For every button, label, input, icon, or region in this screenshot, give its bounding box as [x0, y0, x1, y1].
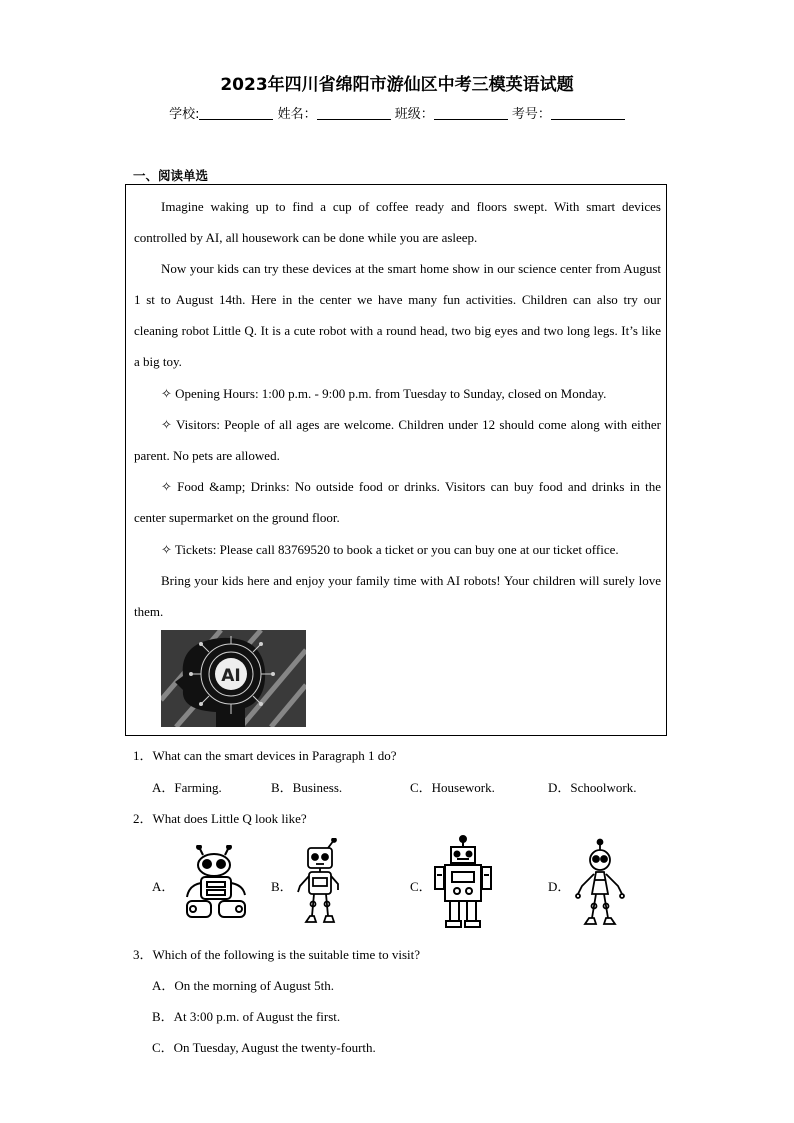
passage-food-drinks: ✧ Food &amp; Drinks: No outside food or drinks. Visitors can buy food and drinks in the center supermarket on the ground floor.: [134, 479, 661, 525]
ai-image-text: AI: [221, 666, 241, 686]
school-label: 学校:: [169, 107, 200, 122]
name-blank[interactable]: [317, 107, 391, 120]
question-1-option-c[interactable]: C．Housework.: [410, 780, 495, 795]
question-1-stem: 1．What can the smart devices in Paragraph 1 do?: [133, 748, 397, 763]
school-blank[interactable]: [199, 107, 273, 120]
passage-visitors: ✧ Visitors: People of all ages are welcome. Children under 12 should come along with either parent. No pets are allowed.: [134, 417, 661, 463]
question-3-option-b[interactable]: B．At 3:00 p.m. of August the first.: [152, 1009, 341, 1024]
robot-d-image: [572, 838, 628, 934]
ai-head-image: [161, 630, 306, 727]
passage-paragraph-2: Now your kids can try these devices at the smart home show in our science center from August 1 st to August 14th. Here in the center we have many fun activities. Children can also try our cleaning robot Little Q. It is a cute robot with a round head, two big eyes and two long legs. It’s like a big toy.: [134, 261, 661, 369]
class-blank[interactable]: [434, 107, 508, 120]
robot-b-image: [294, 838, 342, 934]
question-2-option-a[interactable]: A．: [152, 879, 175, 894]
reading-passage-box: [125, 184, 667, 736]
passage-opening-hours: ✧ Opening Hours: 1:00 p.m. - 9:00 p.m. from Tuesday to Sunday, closed on Monday.: [161, 386, 607, 401]
passage-tickets: ✧ Tickets: Please call 83769520 to book a ticket or you can buy one at our ticket office.: [161, 542, 619, 557]
section-title: 一、阅读单选: [133, 168, 209, 183]
question-2-option-c[interactable]: C．: [410, 879, 432, 894]
passage-paragraph-1: Imagine waking up to find a cup of coffee ready and floors swept. With smart devices controlled by AI, all housework can be done while you are asleep.: [134, 199, 661, 245]
number-label: 考号：: [511, 107, 551, 122]
question-2-option-d[interactable]: D．: [548, 879, 571, 894]
question-1-option-d[interactable]: D．Schoolwork.: [548, 780, 637, 795]
robot-c-image: [433, 835, 493, 935]
question-1-option-a[interactable]: A．Farming.: [152, 780, 222, 795]
question-2-stem: 2．What does Little Q look like?: [133, 811, 307, 826]
student-info-line: [0, 103, 794, 122]
name-label: 姓名：: [277, 107, 317, 122]
question-3-option-c[interactable]: C．On Tuesday, August the twenty-fourth.: [152, 1040, 376, 1055]
question-1-option-b[interactable]: B．Business.: [271, 780, 343, 795]
page-title: 2023年四川省绵阳市游仙区中考三模英语试题: [220, 75, 574, 95]
passage-closing: Bring your kids here and enjoy your family time with AI robots! Your children will surely love them.: [134, 573, 661, 619]
question-3-option-a[interactable]: A．On the morning of August 5th.: [152, 978, 334, 993]
robot-a-image: [181, 845, 251, 927]
number-blank[interactable]: [551, 107, 625, 120]
question-2-option-b[interactable]: B．: [271, 879, 293, 894]
question-3-stem: 3．Which of the following is the suitable time to visit?: [133, 947, 421, 962]
class-label: 班级：: [394, 107, 434, 122]
